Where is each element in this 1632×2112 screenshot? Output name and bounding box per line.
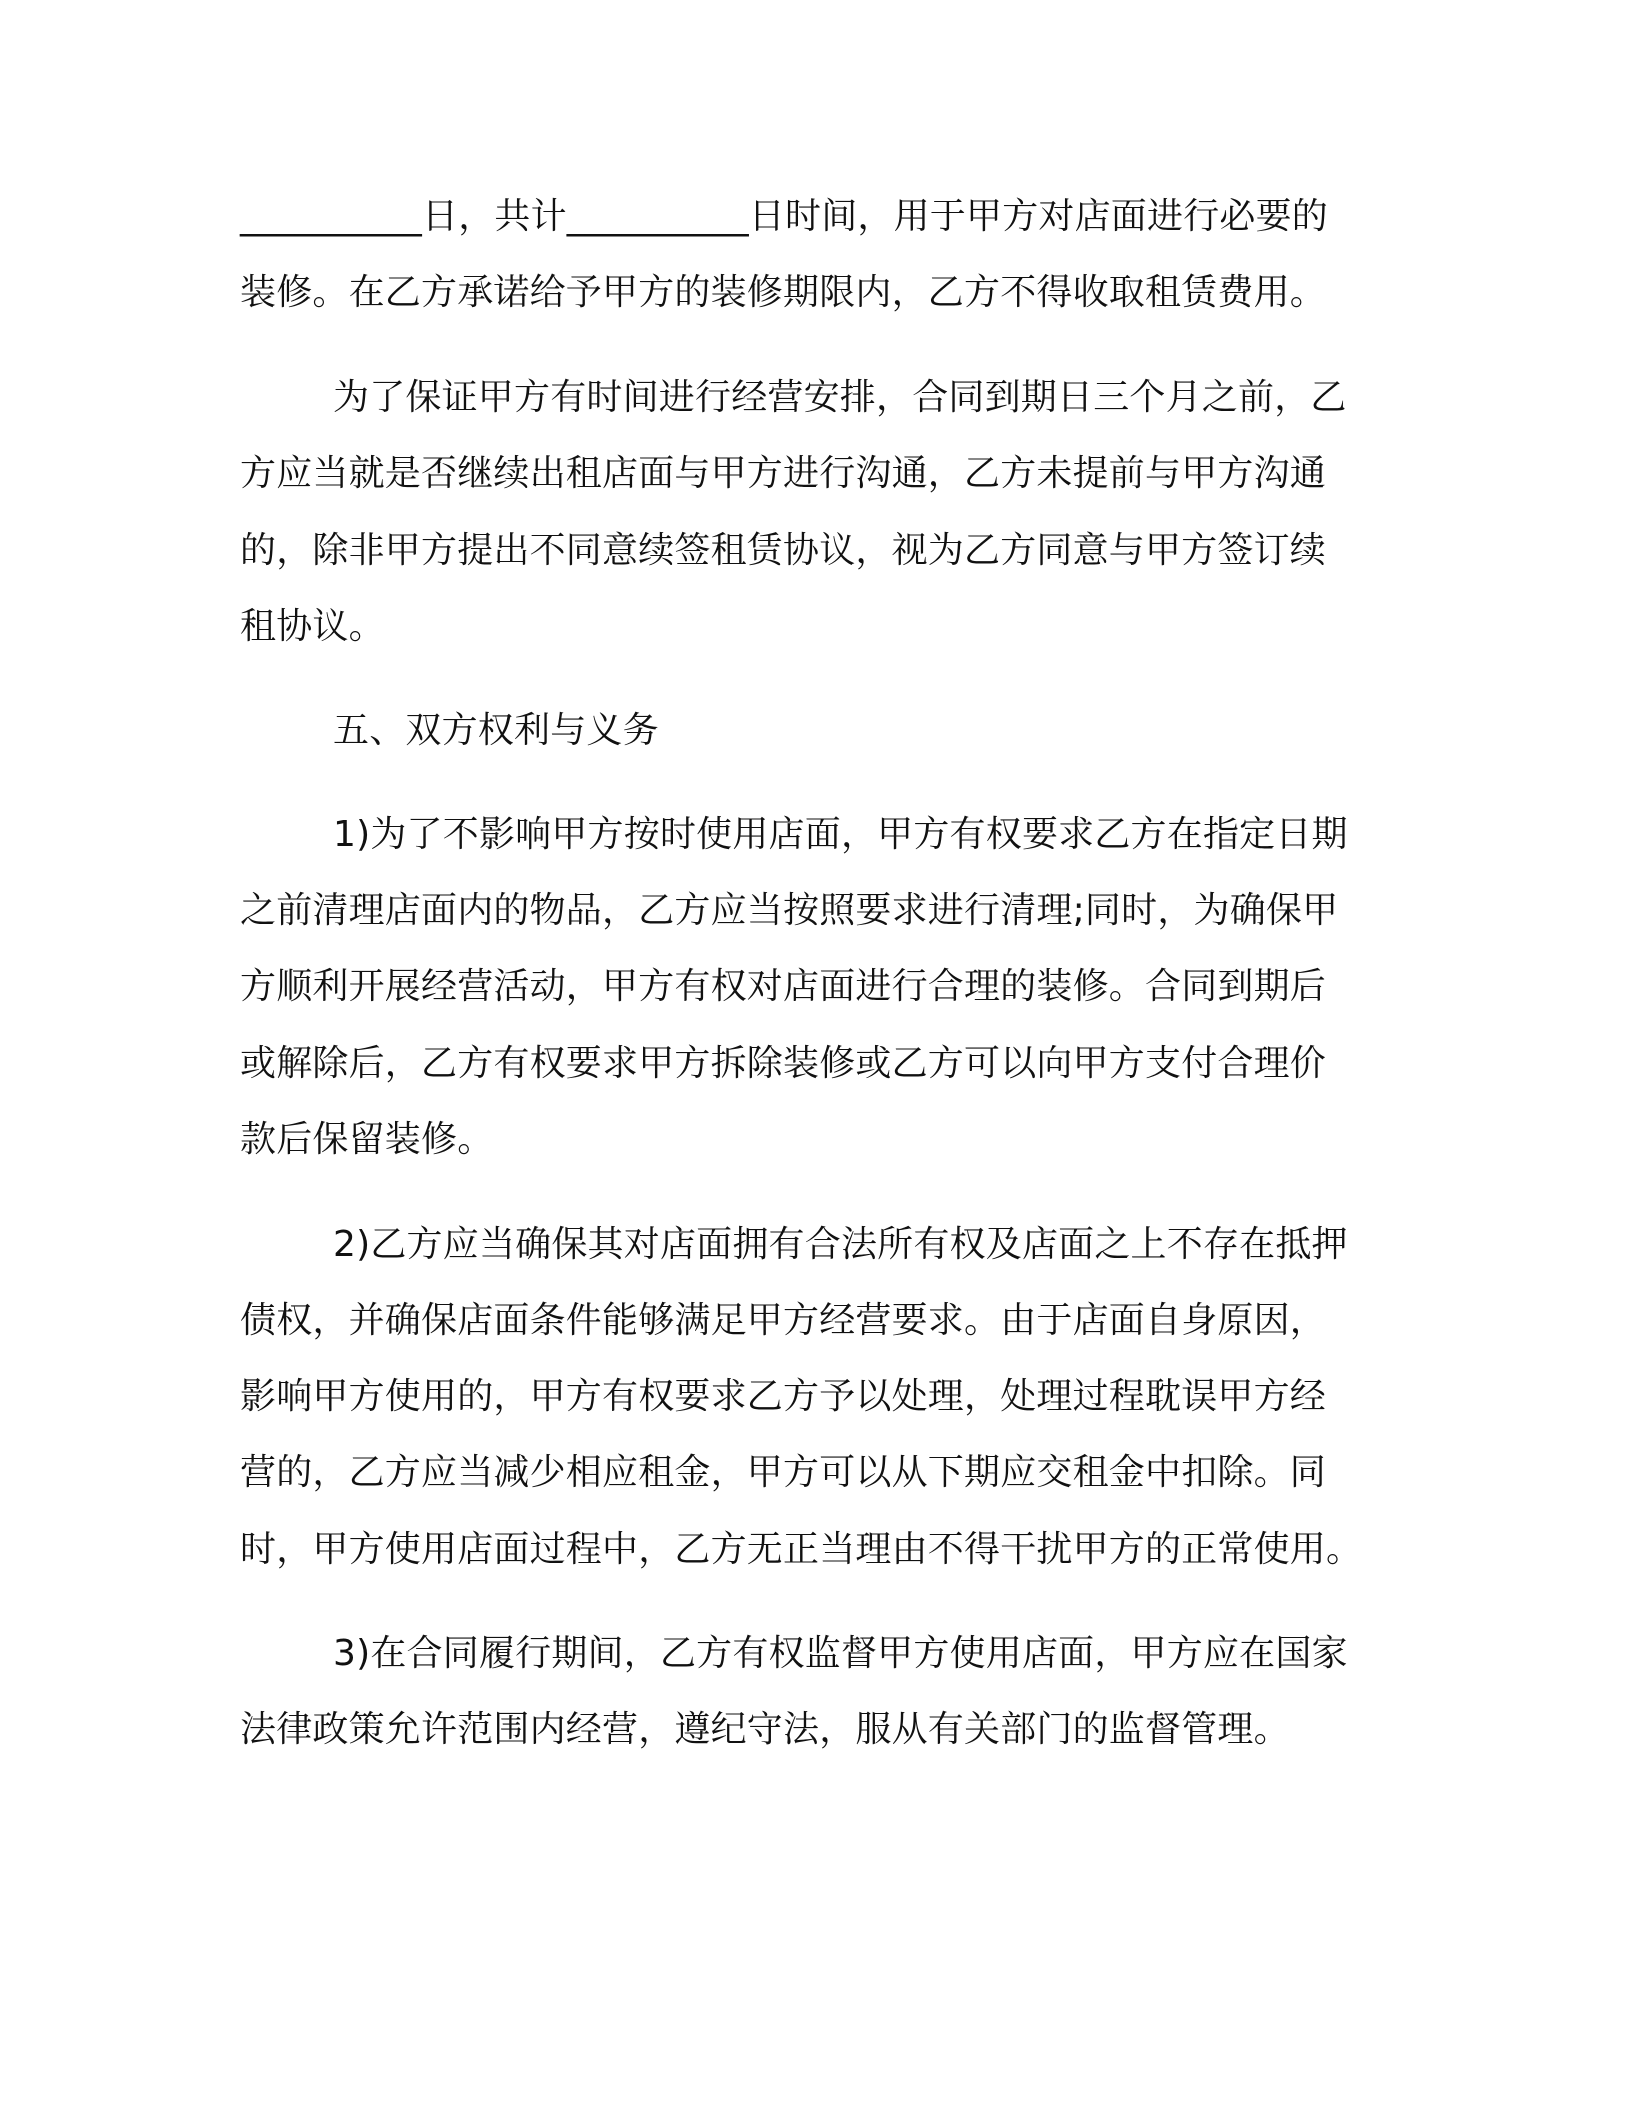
paragraph-line: 的，除非甲方提出不同意续签租赁协议，视为乙方同意与甲方签订续 (240, 530, 1327, 571)
section-heading: 五、双方权利与义务 (333, 710, 659, 751)
paragraph-line: 1)为了不影响甲方按时使用店面，甲方有权要求乙方在指定日期 (333, 814, 1348, 855)
paragraph-line: 营的，乙方应当减少相应租金，甲方可以从下期应交租金中扣除。同 (240, 1452, 1327, 1493)
paragraph-line: 影响甲方使用的，甲方有权要求乙方予以处理，处理过程耽误甲方经 (240, 1376, 1327, 1417)
paragraph-line: 租协议。 (240, 606, 385, 647)
paragraph-line: 时，甲方使用店面过程中，乙方无正当理由不得干扰甲方的正常使用。 (240, 1529, 1363, 1570)
paragraph-line: 装修。在乙方承诺给予甲方的装修期限内，乙方不得收取租赁费用。 (240, 272, 1327, 313)
paragraph-line: 2)乙方应当确保其对店面拥有合法所有权及店面之上不存在抵押 (333, 1224, 1348, 1265)
paragraph-line: 债权，并确保店面条件能够满足甲方经营要求。由于店面自身原因， (240, 1300, 1327, 1341)
paragraph-line: 或解除后，乙方有权要求甲方拆除装修或乙方可以向甲方支付合理价 (240, 1043, 1327, 1084)
paragraph-line: 法律政策允许范围内经营，遵纪守法，服从有关部门的监督管理。 (240, 1709, 1290, 1750)
paragraph-line: 为了保证甲方有时间进行经营安排，合同到期日三个月之前，乙 (333, 377, 1347, 418)
paragraph-line: 3)在合同履行期间，乙方有权监督甲方使用店面，甲方应在国家 (333, 1633, 1348, 1674)
paragraph-line: 之前清理店面内的物品，乙方应当按照要求进行清理;同时，为确保甲 (240, 890, 1339, 931)
paragraph-line: 款后保留装修。 (240, 1119, 494, 1160)
paragraph-line: 方顺利开展经营活动，甲方有权对店面进行合理的装修。合同到期后 (240, 966, 1327, 1007)
paragraph-line: __________日，共计__________日时间，用于甲方对店面进行必要的 (240, 196, 1329, 237)
paragraph-line: 方应当就是否继续出租店面与甲方进行沟通，乙方未提前与甲方沟通 (240, 453, 1327, 494)
